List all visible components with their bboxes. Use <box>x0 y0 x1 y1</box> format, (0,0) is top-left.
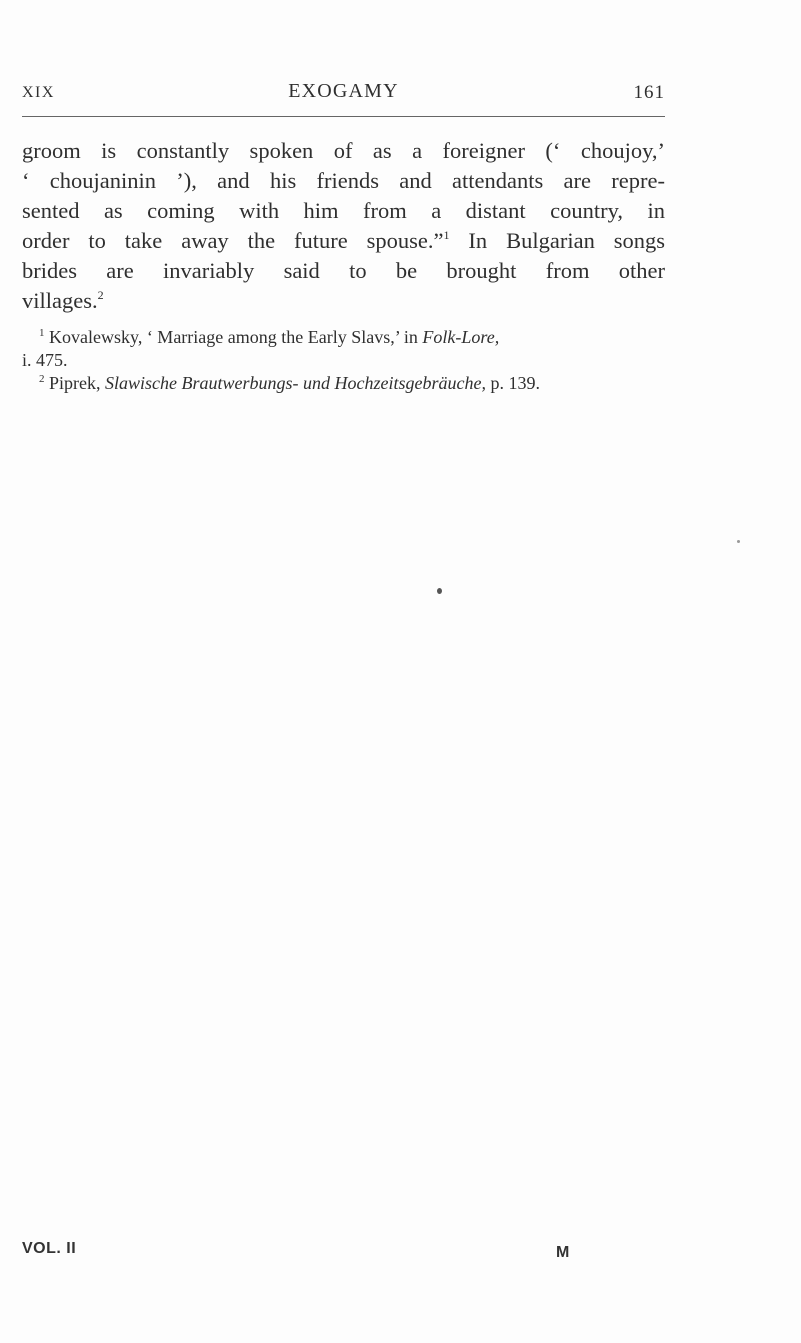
footnote-2-page: p. 139. <box>485 373 540 393</box>
footnote-2-title: Slawische Brautwerbungs- und Hochzeitsgebräuche, <box>105 373 486 393</box>
ink-speck <box>437 588 442 594</box>
footnote-1-title: Folk-Lore, <box>422 327 500 347</box>
footnote-1-line-2: i. 475. <box>22 350 68 370</box>
footnotes <box>22 326 665 395</box>
signature-volume: VOL. II <box>22 1240 77 1257</box>
footnote-2-line-1 <box>22 372 665 395</box>
body-line-6-text: villages. <box>22 288 98 313</box>
running-header <box>22 78 665 108</box>
body-line-1: groom is constantly spoken of as a foreigner (‘ choujoy,’ <box>22 138 665 163</box>
body-paragraph <box>22 136 665 316</box>
footnote-1-line-1 <box>22 326 665 349</box>
body-line-4 <box>22 226 665 256</box>
body-line-5: brides are invariably said to be brought from other <box>22 258 665 283</box>
footnote-ref-2[interactable]: 2 <box>97 288 104 302</box>
signature-mark: M <box>556 1244 570 1261</box>
body-line-6 <box>22 286 665 316</box>
body-line-3: sented as coming with him from a distant country, in <box>22 198 665 223</box>
ink-speck-small <box>737 540 740 543</box>
chapter-number: XIX <box>22 84 55 101</box>
footnote-2 <box>22 372 665 395</box>
body-line-4-end: In Bulgarian songs <box>449 228 666 253</box>
header-rule <box>22 116 665 117</box>
footnote-1-mark: 1 <box>39 327 45 339</box>
body-line-4-start: order to take away the future spouse.” <box>22 228 444 253</box>
body-line-2: ‘ choujaninin ’), and his friends and attendants are repre- <box>22 168 665 193</box>
footnote-1 <box>22 326 665 372</box>
footnote-2-text: Piprek, <box>44 373 105 393</box>
page-number: 161 <box>633 82 665 103</box>
footnote-ref-1[interactable]: 1 <box>443 228 450 242</box>
footnote-1-text: Kovalewsky, ‘ Marriage among the Early Slavs,’ in <box>44 327 423 347</box>
footnote-2-mark: 2 <box>39 373 45 385</box>
running-title: EXOGAMY <box>288 80 399 102</box>
